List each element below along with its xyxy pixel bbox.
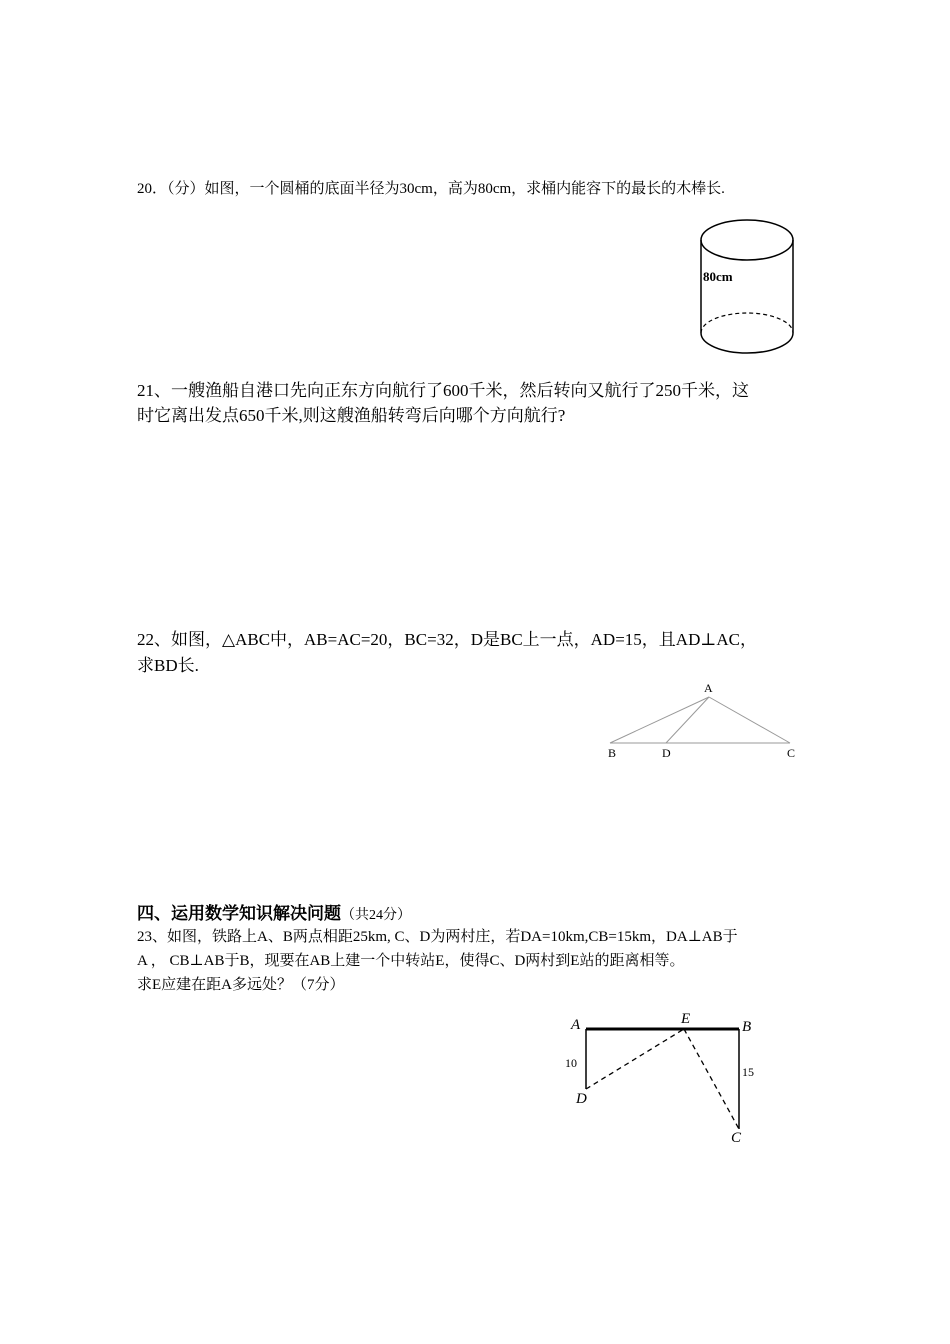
question-21-line2: 时它离出发点650千米,则这艘渔船转弯后向哪个方向航行? <box>137 406 566 425</box>
section-4-title: 四、运用数学知识解决问题 <box>137 904 341 923</box>
section-4-heading <box>137 899 411 924</box>
railway-figure <box>560 1005 770 1150</box>
question-23-line1: 23、如图，铁路上A、B两点相距25km, C、D为两村庄，若DA=10km,CB=15km，DA⊥AB于 <box>137 929 738 945</box>
segment-ac <box>709 697 790 743</box>
question-22-line2: 求BD长. <box>137 656 199 675</box>
segment-ab <box>610 697 709 743</box>
cylinder-bottom-front <box>701 333 793 353</box>
label-a: A <box>704 681 713 695</box>
question-22-line1: 22、如图，△ABC中，AB=AC=20，BC=32，D是BC上一点，AD=15，且AD⊥AC， <box>137 630 757 649</box>
label-d: D <box>662 746 671 758</box>
label-d: D <box>576 1091 587 1107</box>
cylinder-bottom-back <box>701 313 793 333</box>
label-c: C <box>731 1130 742 1146</box>
label-e: E <box>681 1011 691 1027</box>
question-21-line1: 21、一艘渔船自港口先向正东方向航行了600千米，然后转向又航行了250千米，这 <box>137 381 749 400</box>
segment-ad <box>666 697 709 743</box>
question-23-line2: A ， CB⊥AB于B，现要在AB上建一个中转站E，使得C、D两村到E站的距离相等。 <box>137 953 685 969</box>
cylinder-figure <box>690 210 805 360</box>
label-da-length: 10 <box>565 1056 577 1070</box>
section-4-points: （共24分） <box>341 908 411 923</box>
cylinder-top-ellipse <box>701 220 793 260</box>
question-20-text: 20．（分）如图，一个圆桶的底面半径为30cm，高为80cm，求桶内能容下的最长的木棒长. <box>137 181 725 197</box>
label-c: C <box>787 746 796 758</box>
cylinder-height-label: 80cm <box>703 269 733 284</box>
label-b: B <box>608 746 617 758</box>
label-a: A <box>571 1017 581 1033</box>
segment-ec <box>684 1029 739 1129</box>
label-cb-length: 15 <box>742 1065 754 1079</box>
label-b: B <box>742 1019 752 1035</box>
segment-de <box>586 1029 684 1089</box>
question-23-line3: 求E应建在距A多远处？（7分） <box>137 977 345 993</box>
triangle-abc-figure <box>600 678 800 758</box>
